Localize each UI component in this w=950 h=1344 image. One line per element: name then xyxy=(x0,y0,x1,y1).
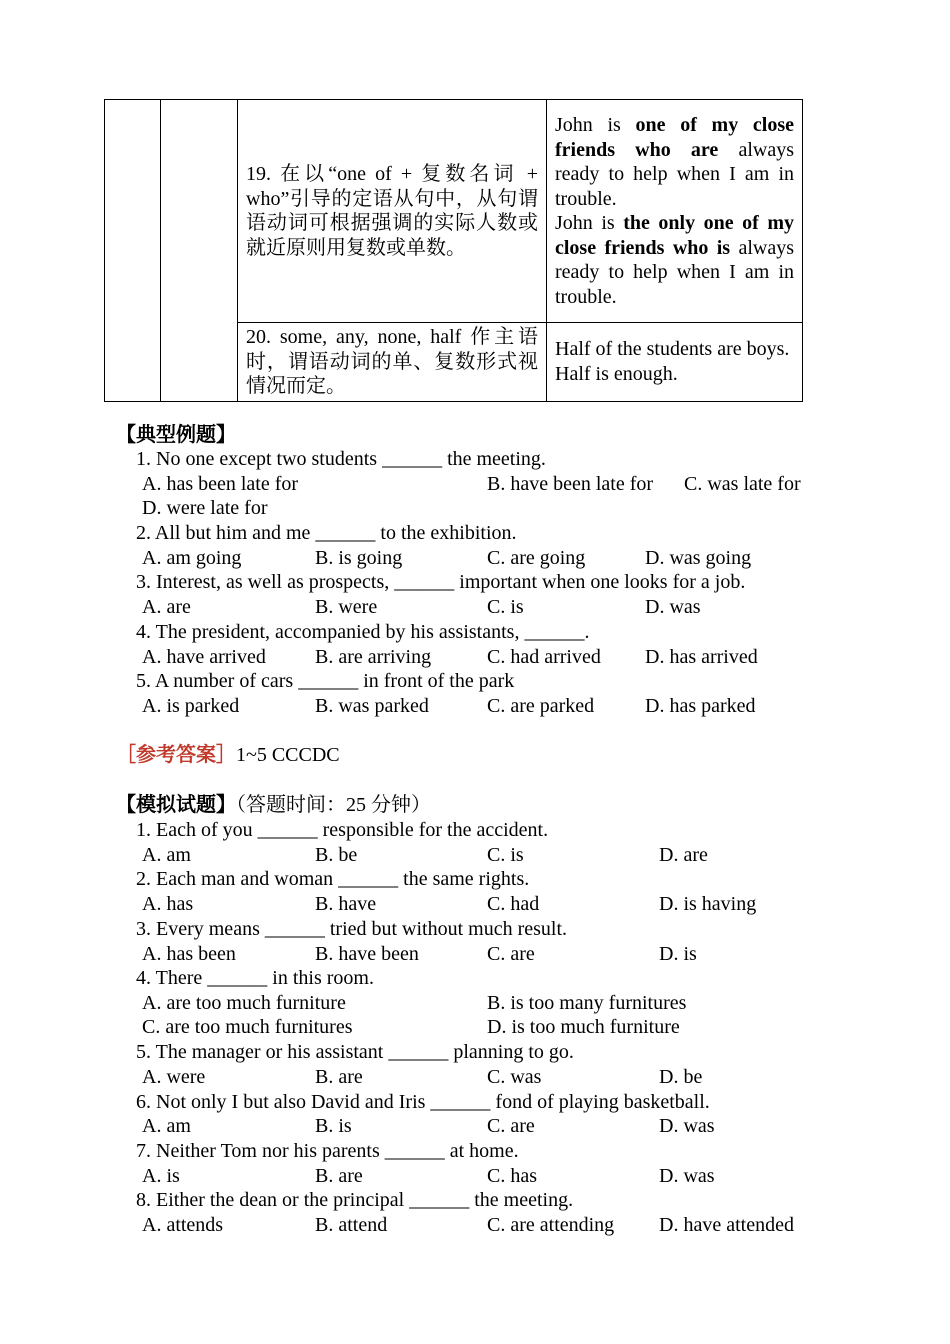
option-a: A. am xyxy=(142,1115,191,1137)
option-b: B. are arriving xyxy=(315,646,432,668)
option-a: A. has xyxy=(142,893,194,915)
option-d: D. is xyxy=(659,943,697,965)
question-5: 5. A number of cars ______ in front of the park xyxy=(136,670,515,692)
option-b: B. are xyxy=(315,1165,363,1187)
option-a: A. are xyxy=(142,596,191,618)
answer-text: 1~5 CCCDC xyxy=(236,744,340,766)
option-d: D. was xyxy=(659,1165,715,1187)
practice-question-7: 7. Neither Tom nor his parents ______ at home. xyxy=(136,1140,519,1162)
option-c: C. are attending xyxy=(487,1214,615,1236)
practice-question-3: 3. Every means ______ tried but without much result. xyxy=(136,918,568,940)
question-3: 3. Interest, as well as prospects, ______ important when one looks for a job. xyxy=(136,571,746,593)
example-sentence: John is the only one of my close friends who is always ready to help when I am in trouble. xyxy=(555,212,794,308)
option-c: C. are xyxy=(487,1115,535,1137)
option-a: A. has been xyxy=(142,943,236,965)
option-c: C. are going xyxy=(487,547,586,569)
option-b: B. attend xyxy=(315,1214,388,1236)
option-a: A. am going xyxy=(142,547,242,569)
option-d: D. are xyxy=(659,844,708,866)
option-d: D. be xyxy=(659,1066,703,1088)
option-b: B. have been xyxy=(315,943,419,965)
option-b: B. is going xyxy=(315,547,403,569)
option-b: B. is xyxy=(315,1115,352,1137)
example-sentence: Half is enough. xyxy=(555,362,678,385)
option-b: B. have been late for xyxy=(487,473,654,495)
question-1: 1. No one except two students ______ the meeting. xyxy=(136,448,546,470)
section-heading-examples: 【典型例题】 xyxy=(116,424,236,446)
option-a: A. is parked xyxy=(142,695,240,717)
option-a: A. are too much furniture xyxy=(142,992,346,1014)
table-cell-empty xyxy=(105,100,161,402)
example-cell xyxy=(547,323,803,402)
practice-question-5: 5. The manager or his assistant ______ planning to go. xyxy=(136,1041,574,1063)
practice-question-4: 4. There ______ in this room. xyxy=(136,967,374,989)
rule-cell: 20. some, any, none, half 作主语时，谓语动词的单、复数形式视情况而定。 xyxy=(238,323,547,402)
option-a: A. have arrived xyxy=(142,646,266,668)
option-d: D. is having xyxy=(659,893,757,915)
rule-cell: 19. 在以“one of + 复数名词 + who”引导的定语从句中，从句谓语动词可根据强调的实际人数或就近原则用复数或单数。 xyxy=(238,100,547,323)
option-c: C. had arrived xyxy=(487,646,601,668)
option-b: B. be xyxy=(315,844,358,866)
grammar-table xyxy=(104,99,803,402)
practice-question-1: 1. Each of you ______ responsible for the accident. xyxy=(136,819,549,841)
option-a: A. attends xyxy=(142,1214,224,1236)
example-cell xyxy=(547,100,803,323)
example-sentence: John is one of my close friends who are always ready to help when I am in trouble. xyxy=(555,114,795,210)
option-a: A. is xyxy=(142,1165,180,1187)
time-note: （答题时间：25 分钟） xyxy=(236,794,431,816)
answer-tag: ［参考答案］ xyxy=(116,744,236,766)
option-b: B. have xyxy=(315,893,377,915)
option-b: B. were xyxy=(315,596,378,618)
practice-question-6: 6. Not only I but also David and Iris ______ fond of playing basketball. xyxy=(136,1091,710,1113)
option-c: C. is xyxy=(487,596,524,618)
practice-question-2: 2. Each man and woman ______ the same rights. xyxy=(136,868,530,890)
option-a: A. were xyxy=(142,1066,206,1088)
practice-question-8: 8. Either the dean or the principal ______ the meeting. xyxy=(136,1189,574,1211)
question-4: 4. The president, accompanied by his assistants, ______. xyxy=(136,621,590,643)
option-b: B. was parked xyxy=(315,695,429,717)
option-d: D. were late for xyxy=(142,497,268,519)
option-a: A. has been late for xyxy=(142,473,299,495)
option-c: C. has xyxy=(487,1165,537,1187)
option-d: D. was going xyxy=(645,547,752,569)
option-d: D. has parked xyxy=(645,695,756,717)
option-c: C. is xyxy=(487,844,524,866)
section-heading-practice: 【模拟试题】（答题时间：25 分钟） xyxy=(116,794,431,816)
option-c: C. are xyxy=(487,943,535,965)
option-d: D. is too much furniture xyxy=(487,1016,680,1038)
option-d: D. was xyxy=(645,596,701,618)
option-c: C. was xyxy=(487,1066,542,1088)
option-d: D. has arrived xyxy=(645,646,758,668)
option-b: B. is too many furnitures xyxy=(487,992,687,1014)
option-c: C. was late for xyxy=(684,473,801,495)
option-b: B. are xyxy=(315,1066,363,1088)
option-d: D. was xyxy=(659,1115,715,1137)
answer-line xyxy=(116,743,340,767)
option-c: C. had xyxy=(487,893,540,915)
table-row xyxy=(105,100,803,323)
option-c: C. are parked xyxy=(487,695,595,717)
option-d: D. have attended xyxy=(659,1214,794,1236)
table-cell-empty xyxy=(161,100,238,402)
option-a: A. am xyxy=(142,844,191,866)
option-c: C. are too much furnitures xyxy=(142,1016,353,1038)
example-sentence: Half of the students are boys. xyxy=(555,338,790,361)
question-2: 2. All but him and me ______ to the exhibition. xyxy=(136,522,517,544)
